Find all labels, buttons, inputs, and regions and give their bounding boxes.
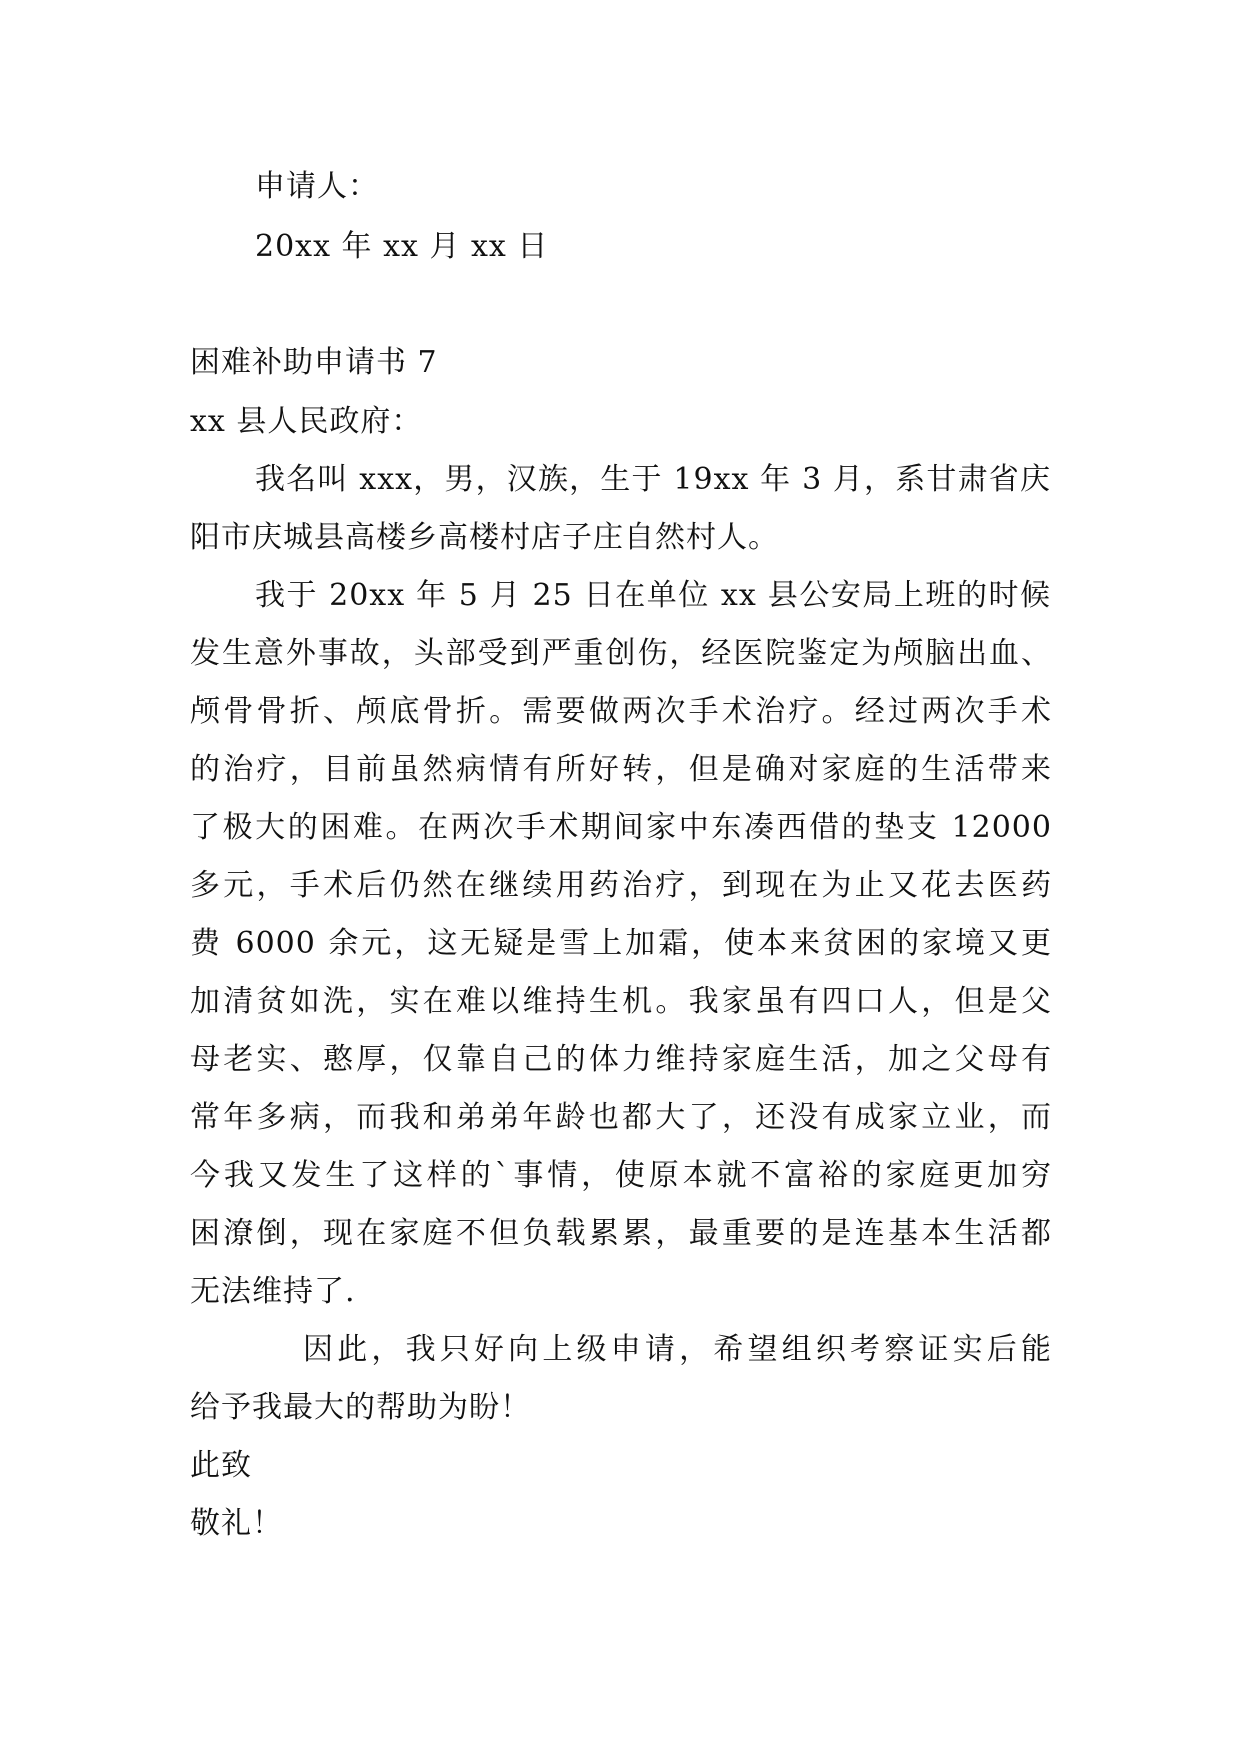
paragraph-line: 费 6000 余元，这无疑是雪上加霜，使本来贫困的家境又更	[190, 926, 1052, 961]
paragraph-line: 多元，手术后仍然在继续用药治疗，到现在为止又花去医药	[190, 868, 1052, 903]
applicant-label: 申请人：	[255, 169, 379, 204]
paragraph-line: 了极大的困难。在两次手术期间家中东凑西借的垫支 12000	[190, 810, 1052, 845]
paragraph-line: 给予我最大的帮助为盼！	[190, 1390, 531, 1425]
paragraph-line: 加清贫如洗，实在难以维持生机。我家虽有四口人，但是父	[190, 984, 1052, 1019]
paragraph-line: 我于 20xx 年 5 月 25 日在单位 xx 县公安局上班的时候	[255, 578, 1051, 613]
paragraph-line: 颅骨骨折、颅底骨折。需要做两次手术治疗。经过两次手术	[190, 694, 1052, 729]
paragraph-line: 因此，我只好向上级申请，希望组织考察证实后能	[303, 1332, 1052, 1367]
application-date: 20xx 年 xx 月 xx 日	[255, 229, 549, 264]
letter-title: 困难补助申请书 7	[190, 345, 438, 380]
paragraph-line: 无法维持了.	[190, 1274, 356, 1309]
paragraph-line: 常年多病，而我和弟弟年龄也都大了，还没有成家立业，而	[190, 1100, 1052, 1135]
paragraph-line: 今我又发生了这样的`事情，使原本就不富裕的家庭更加穷	[190, 1158, 1052, 1193]
paragraph-line: 发生意外事故，头部受到严重创伤，经医院鉴定为颅脑出血、	[190, 636, 1052, 671]
letter-recipient: xx 县人民政府：	[190, 404, 423, 439]
paragraph-line: 我名叫 xxx，男，汉族，生于 19xx 年 3 月，系甘肃省庆	[255, 462, 1051, 497]
paragraph-line: 母老实、憨厚，仅靠自己的体力维持家庭生活，加之父母有	[190, 1042, 1052, 1077]
closing-salutation: 此致	[190, 1448, 252, 1483]
paragraph-line: 困潦倒，现在家庭不但负载累累，最重要的是连基本生活都	[190, 1216, 1052, 1251]
paragraph-line: 的治疗，目前虽然病情有所好转，但是确对家庭的生活带来	[190, 752, 1052, 787]
paragraph-line: 阳市庆城县高楼乡高楼村店子庄自然村人。	[190, 520, 779, 555]
closing-regards: 敬礼！	[190, 1506, 283, 1541]
